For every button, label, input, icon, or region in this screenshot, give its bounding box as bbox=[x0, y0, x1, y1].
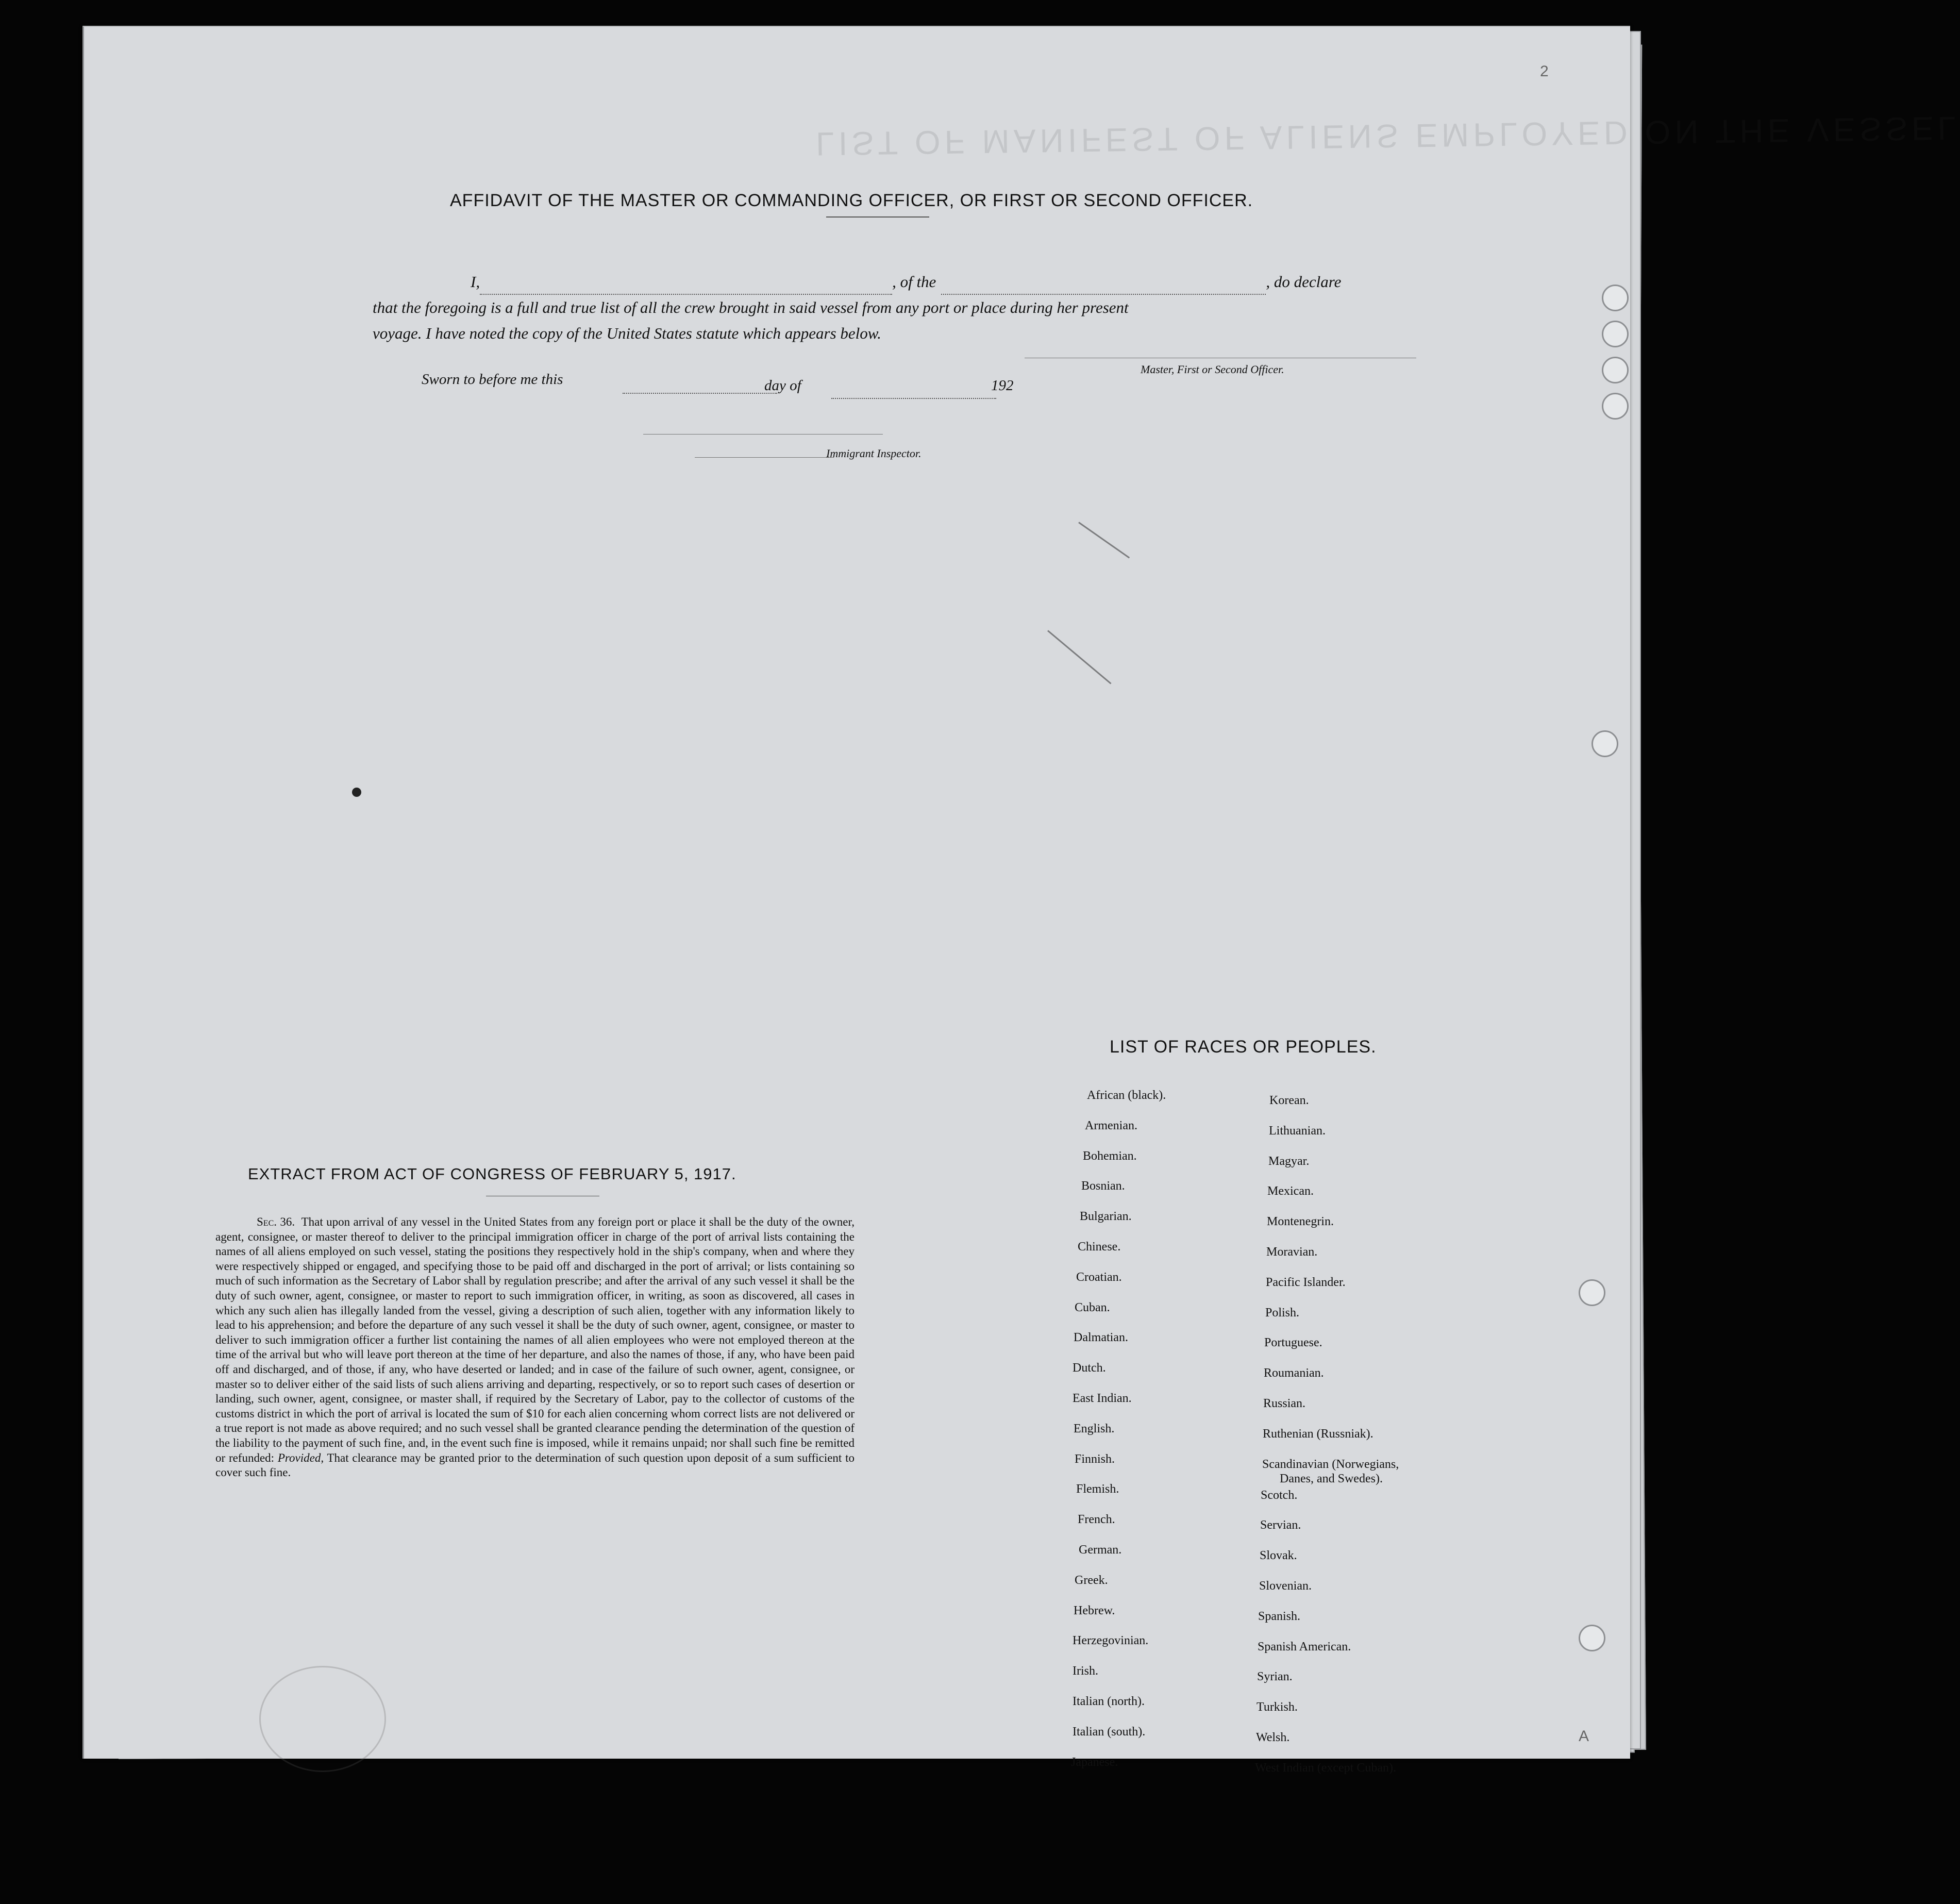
affidavit-line-3: voyage. I have noted the copy of the United States statute which appears below. bbox=[373, 324, 881, 342]
punch-hole bbox=[1602, 285, 1629, 311]
punch-hole bbox=[1602, 357, 1629, 383]
affidavit-line-1 bbox=[373, 269, 1409, 295]
i-label: I, bbox=[471, 273, 480, 291]
race-item: Dutch. bbox=[1073, 1361, 1106, 1375]
race-item: German. bbox=[1079, 1543, 1122, 1557]
section-label: Sec. 36. bbox=[257, 1215, 295, 1228]
race-item: Magyar. bbox=[1268, 1154, 1310, 1168]
title-rule bbox=[826, 216, 929, 218]
race-item: Cuban. bbox=[1075, 1300, 1110, 1314]
race-item: Herzegovinian. bbox=[1073, 1634, 1149, 1648]
race-item: Dalmatian. bbox=[1074, 1331, 1128, 1345]
race-item: Irish. bbox=[1073, 1664, 1098, 1678]
inspector-line bbox=[695, 457, 834, 458]
race-item: Syrian. bbox=[1257, 1670, 1293, 1684]
race-item: Japanese. bbox=[1071, 1755, 1118, 1769]
year-label: 192 bbox=[991, 377, 1014, 394]
punch-hole bbox=[1579, 1279, 1605, 1306]
extract-title: EXTRACT FROM ACT OF CONGRESS OF FEBRUARY 5, 1917. bbox=[248, 1165, 736, 1183]
race-item: Greek. bbox=[1075, 1573, 1108, 1587]
race-item: Italian (south). bbox=[1073, 1725, 1146, 1739]
race-item: Servian. bbox=[1260, 1518, 1301, 1532]
race-item: Russian. bbox=[1263, 1397, 1306, 1410]
race-item: Chinese. bbox=[1078, 1240, 1121, 1254]
punch-hole bbox=[1579, 1625, 1605, 1651]
punch-hole bbox=[1592, 730, 1618, 757]
race-item: Slovak. bbox=[1260, 1549, 1297, 1563]
race-item: Croatian. bbox=[1076, 1270, 1122, 1284]
race-item: Portuguese. bbox=[1264, 1336, 1322, 1350]
affidavit-title: AFFIDAVIT OF THE MASTER OR COMMANDING OFFICER, OR FIRST OR SECOND OFFICER. bbox=[450, 191, 1253, 210]
affidavit-body bbox=[373, 269, 1409, 346]
race-item: Ruthenian (Russniak). bbox=[1263, 1427, 1373, 1441]
race-item: English. bbox=[1074, 1422, 1115, 1435]
extract-text-end: That clearance may be granted prior to the determination of such question upon deposit of a sum sufficient to cover such fine. bbox=[215, 1451, 855, 1479]
inspector-rule bbox=[643, 434, 883, 435]
day-of-label: day of bbox=[764, 377, 801, 394]
race-item: Lithuanian. bbox=[1269, 1124, 1326, 1138]
race-item: Korean. bbox=[1269, 1094, 1309, 1107]
race-item: Spanish. bbox=[1258, 1609, 1301, 1623]
affidavit-line-2: that the foregoing is a full and true list of all the crew brought in said vessel from any port or place during her present bbox=[373, 298, 1129, 316]
race-item: Bosnian. bbox=[1081, 1179, 1125, 1193]
faint-stamp bbox=[259, 1666, 386, 1772]
provided-label: Provided, bbox=[277, 1451, 324, 1464]
race-item: Bohemian. bbox=[1083, 1149, 1137, 1163]
punch-hole bbox=[1602, 321, 1629, 347]
race-item: Welsh. bbox=[1256, 1731, 1290, 1744]
sworn-day-blank bbox=[623, 377, 777, 394]
punch-hole bbox=[1602, 393, 1629, 420]
pencil-mark bbox=[1047, 630, 1111, 684]
race-item: Polish. bbox=[1265, 1306, 1300, 1320]
vessel-blank bbox=[941, 278, 1266, 295]
sworn-label: Sworn to before me this bbox=[422, 371, 563, 388]
race-item: Danes, and Swedes). bbox=[1280, 1472, 1383, 1485]
race-item: East Indian. bbox=[1073, 1392, 1132, 1405]
manifest-page bbox=[82, 26, 1960, 1775]
corner-mark-bottom: A bbox=[1579, 1728, 1589, 1745]
race-item: Mexican. bbox=[1267, 1184, 1314, 1198]
race-item: Scotch. bbox=[1261, 1488, 1298, 1502]
signature-caption: Master, First or Second Officer. bbox=[1141, 363, 1284, 376]
inspector-caption: Immigrant Inspector. bbox=[826, 447, 922, 460]
corner-mark-top: 2 bbox=[1540, 63, 1549, 80]
race-item: Italian (north). bbox=[1073, 1695, 1145, 1708]
race-item: African (black). bbox=[1087, 1089, 1166, 1102]
bleed-through-text: LIST OF MANIFEST OF ALIENS EMPLOYED ON THE VESSEL bbox=[815, 109, 1960, 163]
race-item: Spanish American. bbox=[1258, 1640, 1351, 1654]
extract-text: That upon arrival of any vessel in the United States from any foreign port or place it shall be the duty of the owner, agent, consignee, or master thereof to deliver to the principal immigration officer in charge of the port of arrival lists containing the names of all aliens employed on such vessel, stating the positions they respectively hold in the ship's company, when and where they were respectively shipped or engaged, and specifying those to be paid off and discharged in the port of arrival; or lists containing so much of such information as the Secretary of Labor shall by regulation prescribe; and after the arrival of any such vessel it shall be the duty of such owner, agent, consignee, or master to report to such immigration officer, in writing, as soon as discovered, all cases in which any such alien has illegally landed from the vessel, giving a description of such alien, together with any information likely to lead to his apprehension; and before the departure of any such vessel it shall be the duty of such owner, agent, consignee, or master to deliver to such immigration officer a further list containing the names of all alien employees who were not employed thereon at the time of the arrival but who will leave port thereon at the time of her departure, and also the names of those, if any, who have been paid off and discharged, and of those, if any, who have deserted or landed; and in case of the failure of such owner, agent, consignee, or master so to deliver either of the said lists of such aliens arriving and departing, respectively, or so to report such cases of desertion or landing, such owner, agent, consignee, or master shall, if required by the Secretary of Labor, pay to the collector of customs of the customs district in which the port of arrival is located the sum of $10 for each alien concerning whom correct lists are not delivered or a true report is not made as above required; and no such vessel shall be granted clearance pending the determination of the question of the liability to the payment of such fine, and, in the event such fine is imposed, while it remains unpaid; nor shall such fine be remitted or refunded: bbox=[215, 1215, 855, 1464]
race-item: Bulgarian. bbox=[1080, 1210, 1132, 1224]
race-item: West Indian (except Cuban). bbox=[1255, 1761, 1396, 1775]
race-item: Montenegrin. bbox=[1267, 1215, 1334, 1229]
races-title: LIST OF RACES OR PEOPLES. bbox=[1110, 1037, 1377, 1057]
do-declare-label: , do declare bbox=[1266, 273, 1342, 291]
race-item: Moravian. bbox=[1266, 1245, 1318, 1259]
pencil-mark bbox=[1078, 522, 1130, 558]
name-blank bbox=[480, 278, 892, 295]
extract-body bbox=[215, 1215, 855, 1480]
race-item: Turkish. bbox=[1257, 1700, 1298, 1714]
month-blank bbox=[831, 382, 996, 399]
race-item: Flemish. bbox=[1076, 1482, 1119, 1496]
race-item: Roumanian. bbox=[1264, 1366, 1324, 1380]
race-item: Hebrew. bbox=[1074, 1604, 1115, 1617]
race-item: French. bbox=[1078, 1513, 1115, 1527]
race-item: Armenian. bbox=[1085, 1118, 1137, 1132]
race-item: Pacific Islander. bbox=[1266, 1275, 1346, 1289]
of-the-label: , of the bbox=[892, 273, 936, 291]
race-item: Finnish. bbox=[1075, 1452, 1115, 1466]
race-item: Scandinavian (Norwegians, bbox=[1262, 1457, 1399, 1471]
race-item: Slovenian. bbox=[1259, 1579, 1312, 1593]
ink-spot bbox=[352, 788, 361, 797]
